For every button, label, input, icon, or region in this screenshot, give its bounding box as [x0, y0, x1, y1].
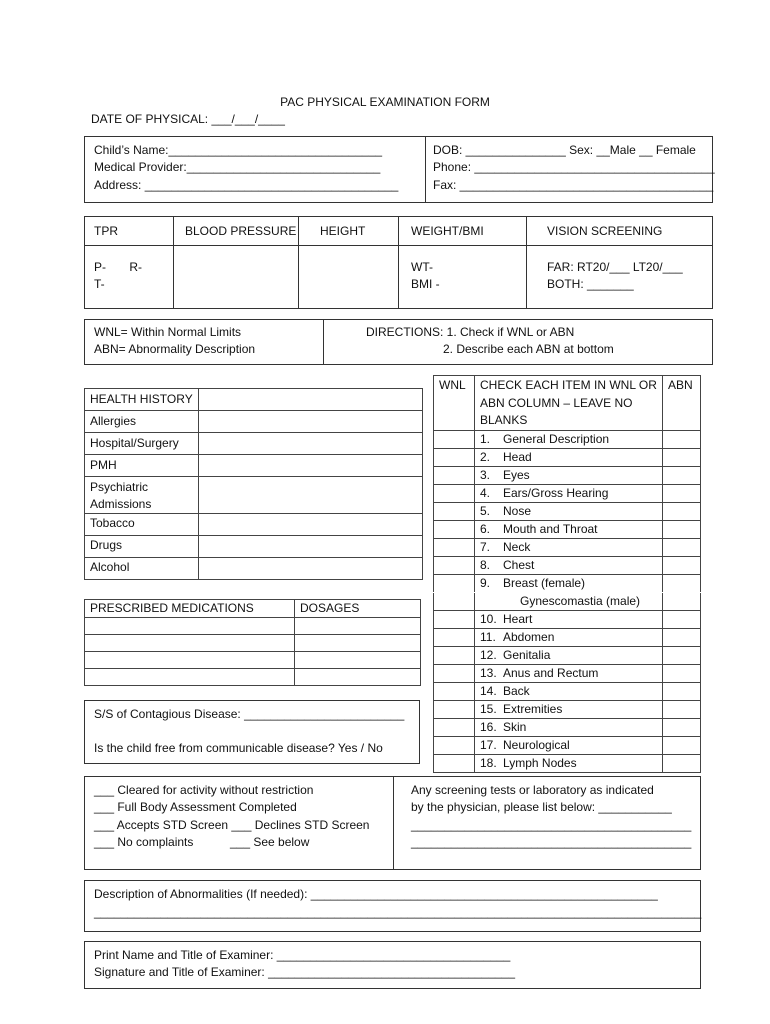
tpr-line-2[interactable]: T-	[94, 277, 105, 291]
form-title: PAC PHYSICAL EXAMINATION FORM	[280, 95, 490, 109]
exam-row	[434, 502, 701, 520]
exam-item-text: Gynescomastia (male)	[520, 593, 641, 608]
weight-field[interactable]: WT-	[411, 260, 433, 274]
abn-legend: ABN= Abnormality Description	[94, 342, 256, 356]
wnl-checkbox[interactable]	[434, 664, 475, 682]
vision-screening-header: VISION SCREENING	[547, 224, 663, 238]
abnormalities-box	[84, 880, 701, 932]
exam-row	[434, 736, 701, 754]
print-name-field[interactable]: Print Name and Title of Examiner: ___________________________________	[94, 948, 511, 962]
exam-item-label	[475, 736, 663, 754]
exam-item-label	[475, 538, 663, 556]
exam-item-number: 7.	[480, 539, 491, 554]
child-name-field[interactable]: Child’s Name:________________________________	[94, 143, 383, 157]
check-header	[475, 376, 663, 431]
exam-item-text: Neck	[503, 539, 531, 554]
medications-table	[84, 599, 421, 686]
dosage-input[interactable]	[295, 635, 421, 652]
medications-header: PRESCRIBED MEDICATIONS	[85, 600, 295, 618]
abn-checkbox[interactable]	[663, 682, 701, 700]
abn-checkbox[interactable]	[663, 448, 701, 466]
exam-item-number: 5.	[480, 503, 491, 518]
tpr-header: TPR	[94, 224, 118, 238]
exam-item-text: Abdomen	[503, 629, 555, 644]
abn-checkbox[interactable]	[663, 502, 701, 520]
hospital-surgery-input[interactable]	[199, 433, 423, 455]
health-history-header: HEALTH HISTORY	[85, 389, 199, 411]
drugs-input[interactable]	[199, 536, 423, 558]
dob-sex-field[interactable]: DOB: _______________ Sex: __Male __ Female	[433, 143, 696, 157]
exam-item-number: 18.	[480, 755, 497, 770]
abn-checkbox[interactable]	[663, 628, 701, 646]
vision-both-field[interactable]: BOTH: _______	[547, 277, 634, 291]
wnl-checkbox[interactable]	[434, 718, 475, 736]
vision-far-field[interactable]: FAR: RT20/___ LT20/___	[547, 260, 683, 274]
abn-checkbox[interactable]	[663, 466, 701, 484]
abn-header: ABN	[663, 376, 701, 431]
admissions-label: Admissions	[90, 497, 152, 511]
check-header-line: BLANKS	[480, 413, 528, 427]
pmh-input[interactable]	[199, 455, 423, 477]
screening-field-2[interactable]: __________________________________________	[411, 818, 692, 832]
abnormalities-field-1[interactable]: Description of Abnormalities (If needed): ____________________________________________________	[94, 887, 658, 901]
abn-checkbox[interactable]	[663, 754, 701, 772]
exam-item-number: 15.	[480, 701, 497, 716]
exam-item-text: Genitalia	[503, 647, 551, 662]
health-history-table	[84, 388, 423, 580]
blood-pressure-header: BLOOD PRESSURE	[185, 224, 297, 238]
abn-checkbox[interactable]	[663, 538, 701, 556]
cleared-checkbox[interactable]: ___ Cleared for activity without restriction	[94, 783, 314, 797]
wnl-checkbox[interactable]	[434, 736, 475, 754]
exam-item-text: Extremities	[503, 701, 563, 716]
exam-row	[434, 592, 701, 610]
screening-label-1: Any screening tests or laboratory as indicated	[411, 783, 654, 797]
exam-item-label	[475, 610, 663, 628]
wnl-checkbox[interactable]	[434, 592, 475, 610]
exam-item-label	[475, 682, 663, 700]
wnl-checkbox[interactable]	[434, 520, 475, 538]
exam-item-label	[475, 448, 663, 466]
phone-field[interactable]: Phone: ____________________________________	[433, 160, 715, 174]
exam-item-text: Breast (female)	[503, 575, 586, 590]
wnl-checkbox[interactable]	[434, 466, 475, 484]
wnl-checkbox[interactable]	[434, 700, 475, 718]
check-header-line: CHECK EACH ITEM IN WNL OR	[480, 378, 657, 392]
abn-checkbox[interactable]	[663, 664, 701, 682]
screening-field-3[interactable]: __________________________________________	[411, 835, 692, 849]
exam-item-label	[475, 466, 663, 484]
exam-item-number: 4.	[480, 485, 491, 500]
exam-item-label	[475, 520, 663, 538]
directions-line-2: 2. Describe each ABN at bottom	[443, 342, 614, 356]
bmi-field[interactable]: BMI -	[411, 277, 440, 291]
exam-item-number: 1.	[480, 431, 491, 446]
exam-item-number: 8.	[480, 557, 491, 572]
exam-item-text: Lymph Nodes	[503, 755, 577, 770]
history-label: PMH	[85, 455, 199, 477]
exam-item-number: 6.	[480, 521, 491, 536]
tpr-line-1[interactable]: P- R-	[94, 260, 142, 274]
wnl-checkbox[interactable]	[434, 538, 475, 556]
full-assessment-checkbox[interactable]: ___ Full Body Assessment Completed	[94, 800, 297, 814]
wnl-checkbox[interactable]	[434, 556, 475, 574]
exam-item-number: 12.	[480, 647, 497, 662]
exam-item-label	[475, 574, 663, 592]
exam-item-number: 2.	[480, 449, 491, 464]
dosage-input[interactable]	[295, 669, 421, 686]
exam-item-number: 13.	[480, 665, 497, 680]
abn-checkbox[interactable]	[663, 736, 701, 754]
exam-item-label	[475, 484, 663, 502]
exam-item-text: Chest	[503, 557, 535, 572]
exam-row	[434, 664, 701, 682]
exam-row	[434, 448, 701, 466]
examiner-box	[84, 941, 701, 989]
abn-checkbox[interactable]	[663, 700, 701, 718]
abn-checkbox[interactable]	[663, 610, 701, 628]
history-label: Alcohol	[85, 558, 199, 580]
psychiatric-admissions-input[interactable]	[199, 477, 423, 514]
check-header-line: ABN COLUMN – LEAVE NO	[480, 395, 633, 410]
exam-item-label	[475, 628, 663, 646]
legend-box	[84, 319, 713, 365]
height-header: HEIGHT	[320, 224, 366, 238]
alcohol-input[interactable]	[199, 558, 423, 580]
exam-item-number: 9.	[480, 575, 491, 590]
history-label: Hospital/Surgery	[85, 433, 199, 455]
no-complaints-checkbox[interactable]: ___ No complaints	[94, 835, 194, 849]
exam-item-text: Eyes	[503, 467, 530, 482]
signature-field[interactable]: Signature and Title of Examiner: _____________________________________	[94, 965, 516, 979]
exam-item-label	[475, 502, 663, 520]
abn-checkbox[interactable]	[663, 484, 701, 502]
wnl-checkbox[interactable]	[434, 448, 475, 466]
exam-row	[434, 610, 701, 628]
exam-item-label	[475, 556, 663, 574]
patient-info-box	[84, 136, 713, 203]
blood-pressure-cell[interactable]	[175, 247, 297, 307]
exam-item-number: 16.	[480, 719, 497, 734]
exam-item-number: 11.	[480, 629, 496, 644]
address-field[interactable]: Address: ______________________________________	[94, 178, 399, 192]
exam-item-text: Skin	[503, 719, 527, 734]
date-of-physical[interactable]: DATE OF PHYSICAL: ___/___/____	[91, 112, 285, 126]
abnormalities-field-2[interactable]: ___________________________________________________________________________________________	[94, 905, 702, 919]
exam-item-label	[475, 664, 663, 682]
clearance-box	[84, 776, 701, 870]
height-cell[interactable]	[300, 247, 397, 307]
exam-item-number: 17.	[480, 737, 497, 752]
exam-item-label	[475, 718, 663, 736]
history-label: Drugs	[85, 536, 199, 558]
exam-row	[434, 628, 701, 646]
exam-row	[434, 754, 701, 772]
exam-item-label	[475, 700, 663, 718]
history-label: Tobacco	[85, 514, 199, 536]
dosage-input[interactable]	[295, 618, 421, 635]
exam-row	[434, 718, 701, 736]
wnl-checkbox[interactable]	[434, 682, 475, 700]
medication-input[interactable]	[85, 669, 295, 686]
wnl-checkbox[interactable]	[434, 430, 475, 448]
medication-input[interactable]	[85, 618, 295, 635]
see-below-checkbox[interactable]: ___ See below	[230, 835, 310, 849]
abn-checkbox[interactable]	[663, 574, 701, 592]
weight-bmi-header: WEIGHT/BMI	[411, 224, 484, 238]
exam-item-text: Nose	[503, 503, 532, 518]
medication-input[interactable]	[85, 635, 295, 652]
wnl-checkbox[interactable]	[434, 628, 475, 646]
exam-item-text: Mouth and Throat	[503, 521, 598, 536]
abn-checkbox[interactable]	[663, 430, 701, 448]
contagious-disease-box	[84, 700, 420, 764]
exam-item-number: 3.	[480, 467, 491, 482]
vitals-box	[84, 216, 713, 309]
abn-checkbox[interactable]	[663, 520, 701, 538]
exam-item-label	[475, 646, 663, 664]
abn-checkbox[interactable]	[663, 556, 701, 574]
allergies-input[interactable]	[199, 411, 423, 433]
exam-row	[434, 484, 701, 502]
exam-row	[434, 466, 701, 484]
medication-input[interactable]	[85, 652, 295, 669]
exam-row	[434, 556, 701, 574]
contagious-ss-field[interactable]: S/S of Contagious Disease: ________________________	[94, 707, 405, 721]
exam-item-label	[475, 430, 663, 448]
exam-item-number: 14.	[480, 683, 497, 698]
exam-row	[434, 430, 701, 448]
abn-checkbox[interactable]	[663, 646, 701, 664]
dosage-input[interactable]	[295, 652, 421, 669]
wnl-checkbox[interactable]	[434, 502, 475, 520]
wnl-legend: WNL= Within Normal Limits	[94, 325, 242, 339]
abn-checkbox[interactable]	[663, 592, 701, 610]
wnl-checkbox[interactable]	[434, 754, 475, 772]
wnl-checkbox[interactable]	[434, 574, 475, 592]
exam-item-label	[475, 754, 663, 772]
exam-item-text: Heart	[503, 611, 533, 626]
health-history-header-blank	[199, 389, 423, 411]
psychiatric-label: Psychiatric	[90, 480, 149, 494]
exam-item-text: Anus and Rectum	[503, 665, 599, 680]
dosages-header: DOSAGES	[295, 600, 421, 618]
wnl-checkbox[interactable]	[434, 610, 475, 628]
history-label-psychiatric	[85, 477, 199, 514]
exam-row	[434, 520, 701, 538]
std-screen-checkbox[interactable]: ___ Accepts STD Screen ___ Declines STD Screen	[94, 818, 370, 832]
exam-item-number: 10.	[480, 611, 497, 626]
exam-row	[434, 538, 701, 556]
screening-field-1[interactable]: by the physician, please list below: ___________	[411, 800, 672, 814]
exam-item-text: Neurological	[503, 737, 570, 752]
exam-item-label	[475, 592, 663, 610]
exam-row	[434, 682, 701, 700]
history-label: Allergies	[85, 411, 199, 433]
wnl-checkbox[interactable]	[434, 484, 475, 502]
directions-line-1: DIRECTIONS: 1. Check if WNL or ABN	[366, 325, 575, 339]
fax-field[interactable]: Fax: ______________________________________	[433, 178, 714, 192]
wnl-header: WNL	[434, 376, 475, 431]
tobacco-input[interactable]	[199, 514, 423, 536]
exam-item-text: Back	[503, 683, 530, 698]
abn-checkbox[interactable]	[663, 718, 701, 736]
exam-item-text: General Description	[503, 431, 610, 446]
medical-provider-field[interactable]: Medical Provider:_____________________________	[94, 160, 381, 174]
exam-row	[434, 700, 701, 718]
exam-item-text: Ears/Gross Hearing	[503, 485, 609, 500]
exam-row	[434, 646, 701, 664]
exam-checklist-table	[433, 375, 701, 773]
exam-row	[434, 574, 701, 592]
exam-item-text: Head	[503, 449, 532, 464]
wnl-checkbox[interactable]	[434, 646, 475, 664]
communicable-question[interactable]: Is the child free from communicable disease? Yes / No	[94, 741, 383, 755]
